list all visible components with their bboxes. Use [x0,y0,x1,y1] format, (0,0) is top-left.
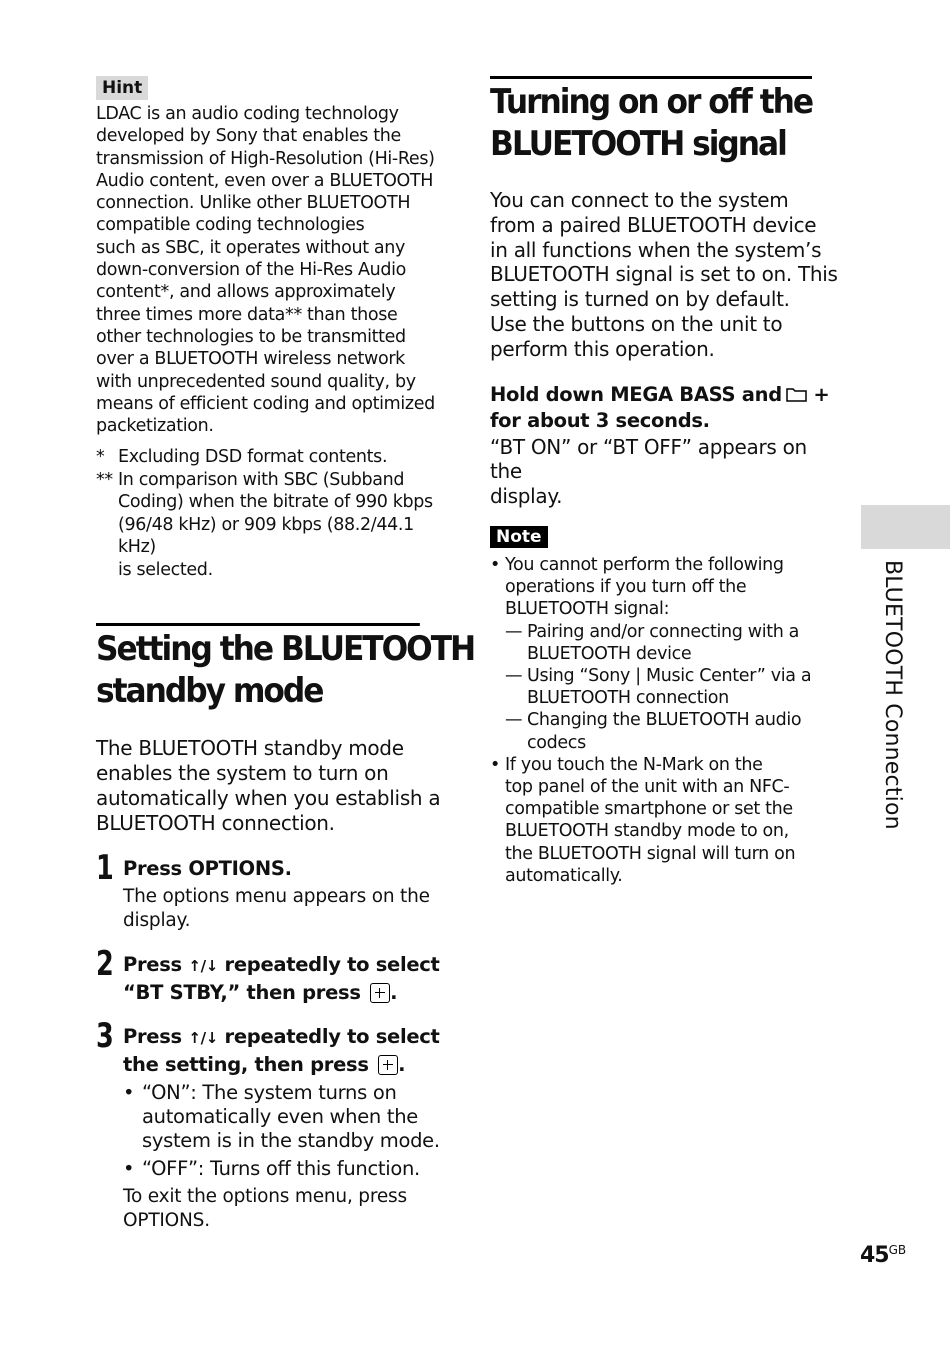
note-line: BLUETOOTH standby mode to on, [505,821,789,842]
instruction-text: + [806,382,830,406]
note-line: You cannot perform the following [505,554,784,575]
footnote-line: is selected. [118,559,213,580]
bullet-item [123,1157,448,1181]
hint-line: down-conversion of the Hi-Res Audio [96,260,406,281]
footnotes [96,446,448,581]
intro-line: perform this operation. [490,336,715,361]
exit-line: To exit the options menu, press [123,1186,407,1208]
hint-line: such as SBC, it operates without any [96,237,406,258]
bullet-line: system is in the standby mode. [142,1129,440,1153]
intro-line: automatically when you establish a [96,786,441,811]
intro-line: BLUETOOTH connection. [96,810,335,835]
title-line: Turning on or off the [490,82,813,122]
instruction-text: for about 3 seconds. [490,409,710,433]
hint-line: Audio content, even over a BLUETOOTH [96,170,434,191]
note-dot: • [490,754,500,775]
intro-line: BLUETOOTH signal is set to on. This [490,262,838,287]
step-text: the setting, then press [123,1052,376,1076]
step-title: Press OPTIONS. [123,856,292,880]
step-desc-line: The options menu appears on the [123,886,430,908]
page-number [860,1243,906,1268]
footnote [96,469,448,582]
signal-instruction [490,382,840,435]
hint-line: three times more data** than those [96,304,398,325]
hint-line: other technologies to be transmitted [96,326,406,347]
note-section [490,526,840,887]
note-sub-item [505,621,840,665]
standby-section [96,623,475,1232]
intro-line: in all functions when the system’s [490,237,822,262]
note-sub-item [505,709,840,753]
bullet-line: automatically even when the [142,1105,418,1129]
signal-title [490,76,812,165]
up-down-arrows-icon: ↑/↓ [188,957,219,976]
note-line: automatically. [505,865,623,886]
hint-line: connection. Unlike other BLUETOOTH [96,193,411,214]
note-item [490,754,840,887]
instruction-text: Hold down MEGA BASS and [490,382,782,406]
intro-line: You can connect to the system [490,188,789,212]
note-line: the BLUETOOTH signal will turn on [505,843,796,864]
signal-intro [490,188,840,362]
intro-line: setting is turned on by default. [490,287,790,312]
intro-line: The BLUETOOTH standby mode [96,736,404,761]
step-2 [96,944,448,1006]
sub-dash: — [505,665,523,686]
side-tab-marker [861,505,950,549]
result-line: display. [490,484,563,509]
hint-line: packetization. [96,416,214,437]
step-text: “BT STBY,” then press [123,980,368,1004]
standby-intro [96,736,448,835]
title-line: standby mode [96,671,323,712]
exit-line: OPTIONS. [123,1209,210,1231]
side-tab-label: BLUETOOTH Connection [880,560,905,830]
step-text: Press [123,1025,189,1049]
note-label: Note [490,526,548,548]
intro-line: enables the system to turn on [96,761,389,786]
step-number: 3 [96,1016,114,1057]
hint-text [96,103,448,437]
hint-line: developed by Sony that enables the [96,126,401,147]
right-column [490,76,840,887]
footnote [96,446,448,469]
sub-line: Using “Sony | Music Center” via a [527,665,812,686]
folder-icon [786,387,807,402]
bullet-line: “OFF”: Turns off this function. [142,1157,420,1181]
bullet-dot: • [123,1157,135,1181]
sub-line: Changing the BLUETOOTH audio [527,710,802,731]
exit-instruction [123,1185,448,1232]
sub-line: codecs [527,732,586,753]
step-desc-line: display. [123,909,191,931]
footnote-line: In comparison with SBC (Subband [118,469,405,490]
note-line: compatible smartphone or set the [505,799,793,820]
note-sub-item [505,665,840,709]
enter-button-icon [370,983,390,1003]
footnote-mark: * [96,447,105,468]
note-item [490,554,840,754]
footnote-mark: ** [96,469,113,490]
left-column [96,76,475,1232]
signal-result [490,435,840,509]
footnote-line: (96/48 kHz) or 909 kbps (88.2/44.1 kHz) [118,514,414,558]
note-line: If you touch the N-Mark on the [505,754,763,775]
hint-line: transmission of High-Resolution (Hi-Res) [96,148,435,169]
enter-button-icon [378,1055,398,1075]
standby-title [96,623,475,712]
hint-line: with unprecedented sound quality, by [96,371,416,392]
step-desc [123,885,448,932]
hint-line: content*, and allows approximately [96,282,396,303]
footnote-line: Excluding DSD format contents. [118,447,388,468]
hint-line: over a BLUETOOTH wireless network [96,349,405,370]
step-text: . [398,1052,406,1076]
step-number: 1 [96,847,114,888]
bullet-item [123,1081,448,1153]
sub-line: Pairing and/or connecting with a [527,621,800,642]
hint-line: compatible coding technologies [96,215,365,236]
bullet-dot: • [123,1081,135,1105]
step-number: 2 [96,944,114,985]
sub-dash: — [505,621,523,642]
title-line: BLUETOOTH signal [490,124,786,164]
bullet-line: “ON”: The system turns on [142,1081,397,1105]
hint-line: means of efficient coding and optimized [96,393,435,414]
step-title [123,952,448,1006]
up-down-arrows-icon: ↑/↓ [188,1029,219,1048]
note-line: operations if you turn off the [505,577,747,598]
title-line: Setting the BLUETOOTH [96,629,475,670]
page-number-suffix: GB [888,1243,907,1257]
note-line: BLUETOOTH signal: [505,599,670,620]
sub-line: BLUETOOTH device [527,643,692,664]
hint-label: Hint [96,76,148,100]
hint-line: LDAC is an audio coding technology [96,104,399,124]
step-bullets [123,1081,448,1181]
note-line: top panel of the unit with an NFC- [505,777,790,797]
step-text: Press [123,953,189,977]
step-text: repeatedly to select [218,953,440,977]
result-line: “BT ON” or “BT OFF” appears on the [490,434,807,484]
page-number-value: 45 [860,1243,889,1268]
step-text: repeatedly to select [218,1025,440,1049]
note-dot: • [490,554,500,575]
step-text: . [390,980,398,1004]
sub-line: BLUETOOTH connection [527,688,729,709]
note-list [490,554,840,887]
step-3 [96,1016,448,1232]
intro-line: from a paired BLUETOOTH device [490,212,817,237]
footnote-line: Coding) when the bitrate of 990 kbps [118,492,433,513]
sub-dash: — [505,710,523,731]
intro-line: Use the buttons on the unit to [490,311,783,336]
step-1 [96,847,448,933]
step-title [123,1024,448,1078]
